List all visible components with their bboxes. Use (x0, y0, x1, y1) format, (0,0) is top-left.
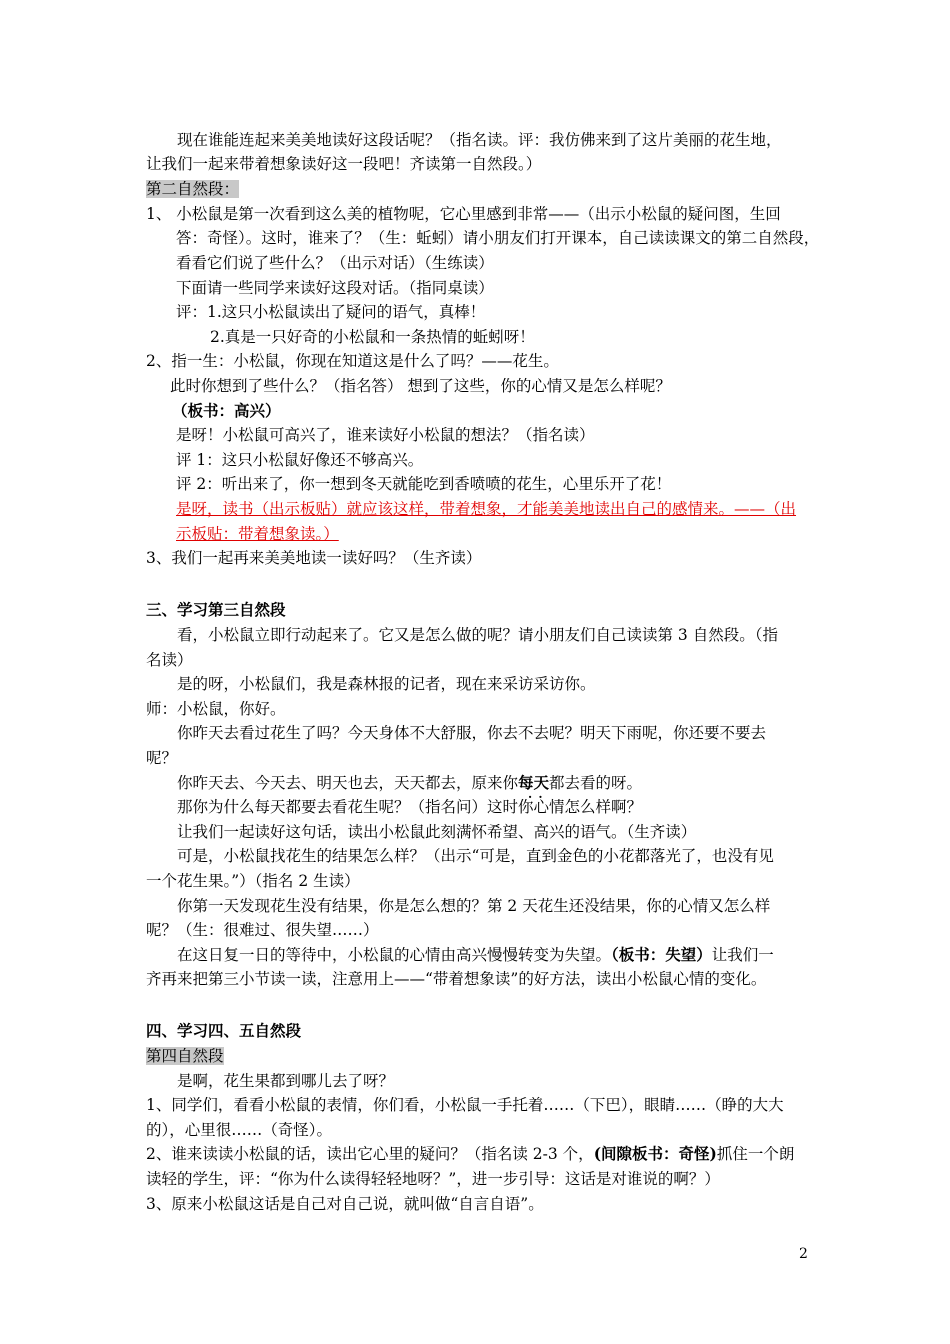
text-line: 那你为什么每天都要去看花生呢？（指名问）这时你心情怎么样啊？ (177, 798, 643, 816)
highlighted-text-line: 是呀，读书（出示板贴）就应该这样，带着想象，才能美美地读出自己的感情来。——（出 (176, 500, 797, 518)
text-line: 3、我们一起再来美美地读一读好吗？（生齐读） (146, 549, 482, 567)
text-line: 评：1.这只小松鼠读出了疑问的语气，真棒！ (176, 303, 486, 321)
text-line: 评 1：这只小松鼠好像还不够高兴。 (176, 451, 424, 469)
board-note-strange: (间隙板书：奇怪) (593, 1144, 717, 1163)
text-span: 在这日复一日的等待中，小松鼠的心情由高兴慢慢转变为失望。 (177, 946, 612, 964)
text-line: 下面请一些同学来读好这段对话。（指同桌读） (176, 279, 494, 297)
text-line: 看，小松鼠立即行动起来了。它又是怎么做的呢？请小朋友们自己读读第 3 自然段。（指 (177, 626, 778, 644)
text-line: 1、同学们，看看小松鼠的表情，你们看，小松鼠一手托着……（下巴），眼睛……（睁的大大 (146, 1096, 784, 1114)
text-line: 此时你想到了些什么？（指名答） 想到了这些，你的心情又是怎么样呢？ (170, 377, 671, 395)
text-span: 让我们一 (711, 946, 774, 964)
text-line: 是的呀，小松鼠们，我是森林报的记者，现在来采访采访你。 (177, 675, 596, 693)
section-heading-paragraph-4: 第四自然段 (146, 1047, 224, 1065)
text-line: 呢？（生：很难过、很失望……） (146, 921, 379, 939)
text-span: 你昨天去、今天去、明天也去，天天都去，原来你 (177, 774, 519, 792)
text-line: 2、指一生：小松鼠，你现在知道这是什么了吗？——花生。 (146, 352, 559, 370)
text-line (146, 1143, 794, 1165)
emphasis-every-day: 每天 · · (518, 773, 549, 792)
text-line: 现在谁能连起来美美地读好这段话呢？（指名读。评：我仿佛来到了这片美丽的花生地， (177, 131, 782, 149)
text-span: 抓住一个朗 (716, 1145, 795, 1163)
page-number: 2 (799, 1246, 808, 1262)
text-line: 可是，小松鼠找花生的结果怎么样？（出示“可是，直到金色的小花都落光了，也没有见 (177, 847, 774, 865)
text-line: 评 2：听出来了，你一想到冬天就能吃到香喷喷的花生，心里乐开了花！ (176, 475, 672, 493)
text-line: 2.真是一只好奇的小松鼠和一条热情的蚯蚓呀！ (210, 328, 535, 346)
text-line: 齐再来把第三小节读一读，注意用上——“带着想象读”的好方法，读出小松鼠心情的变化。 (146, 970, 767, 988)
text-line: 你第一天发现花生没有结果，你是怎么想的？第 2 天花生还没结果，你的心情又怎么样 (177, 897, 771, 915)
section-heading-paragraph-2: 第二自然段： (146, 180, 240, 198)
section-heading-3: 三、学习第三自然段 (146, 601, 286, 619)
text-line: 读轻的学生，评：“你为什么读得轻轻地呀？”，进一步引导：这话是对谁说的啊？） (146, 1170, 720, 1188)
text-line: 让我们一起来带着想象读好这一段吧！齐读第一自然段。） (146, 155, 542, 173)
text-line: 是啊，花生果都到哪儿去了呀？ (177, 1072, 395, 1090)
text-line (177, 944, 774, 966)
text-line: 师：小松鼠，你好。 (146, 700, 286, 718)
board-note-disappointed: （板书：失望） (611, 945, 712, 964)
text-line: 答：奇怪）。这时，谁来了？（生：蚯蚓）请小朋友们打开课本，自己读读课文的第二自然段， (176, 229, 820, 247)
text-line: 1、 小松鼠是第一次看到这么美的植物呢，它心里感到非常——（出示小松鼠的疑问图，生回 (146, 205, 781, 223)
text-span: 2、谁来读读小松鼠的话，读出它心里的疑问？（指名读 2-3 个， (146, 1145, 594, 1163)
text-line: 3、原来小松鼠这话是自己对自己说，就叫做“自言自语”。 (146, 1195, 544, 1213)
text-line: 一个花生果。”）（指名 2 生读） (146, 872, 360, 890)
text-line: 名读） (146, 651, 193, 669)
text-span: 都去看的呀。 (549, 774, 643, 792)
highlighted-text-line: 示板贴：带着想象读。） (176, 525, 339, 543)
text-line (177, 772, 642, 794)
text-line: 的），心里很……（奇怪）。 (146, 1121, 333, 1139)
board-note-happy: （板书：高兴） (172, 401, 281, 420)
text-line: 看看它们说了些什么？（出示对话）（生练读） (176, 254, 494, 272)
text-line: 你昨天去看过花生了吗？今天身体不大舒服，你去不去呢？明天下雨呢，你还要不要去 (177, 724, 767, 742)
text-line: 呢？ (146, 749, 178, 767)
section-heading-4: 四、学习四、五自然段 (146, 1022, 302, 1040)
text-line: 是呀！小松鼠可高兴了，谁来读好小松鼠的想法？（指名读） (176, 426, 595, 444)
text-line: 让我们一起读好这句话，读出小松鼠此刻满怀希望、高兴的语气。（生齐读） (177, 823, 697, 841)
